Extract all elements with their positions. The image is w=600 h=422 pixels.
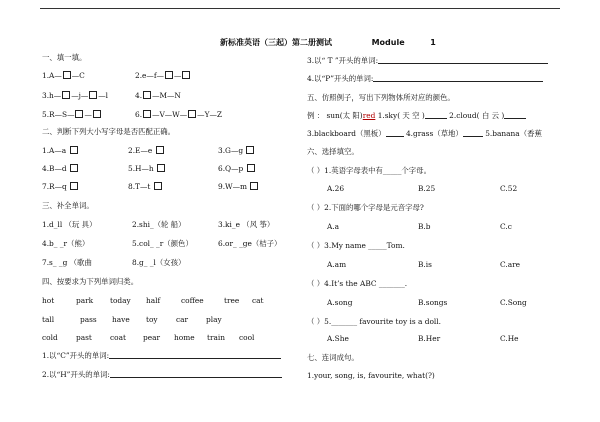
fill-item-6: 6. —V—W— —Y—Z: [135, 110, 222, 119]
answer-line[interactable]: [373, 81, 543, 82]
option[interactable]: A.a: [327, 222, 340, 231]
answer-line[interactable]: [463, 136, 483, 137]
section7-heading: 七、连词成句。: [307, 353, 359, 362]
word: cool: [239, 333, 255, 342]
answer-paren[interactable]: （ ）: [307, 279, 325, 288]
fill-item-5: 5.R—S— —: [42, 110, 102, 120]
word-item-8: 8.g_ _l（女孩）: [132, 258, 186, 267]
choice-question-2: （ ）2.下面的哪个字母是元音字母?: [307, 203, 424, 212]
section1-heading: 一、填一填。: [42, 53, 87, 62]
word: half: [146, 296, 161, 305]
classify-p-question: 4.以“P”开头的单词:: [307, 74, 543, 84]
option[interactable]: C.52: [500, 184, 518, 193]
check-box[interactable]: [70, 182, 78, 190]
word: past: [76, 333, 92, 342]
classify-t-question: 3.以“ T ”开头的单词:: [307, 56, 548, 66]
option[interactable]: A.song: [327, 298, 353, 307]
answer-paren[interactable]: （ ）: [307, 317, 325, 326]
option[interactable]: A.She: [327, 334, 349, 343]
answer-line[interactable]: [386, 136, 404, 137]
check-box[interactable]: [154, 182, 162, 190]
judge-item-6: 6.Q—p: [218, 164, 256, 174]
section4-heading: 四、按要求为下列单词归类。: [42, 277, 139, 286]
section3-heading: 三、补全单词。: [42, 201, 94, 210]
answer-line[interactable]: [425, 118, 447, 119]
word-item-1: 1.d_ll （玩 具）: [42, 220, 97, 229]
word: coffee: [181, 296, 204, 305]
word: park: [76, 296, 94, 305]
word: today: [110, 296, 131, 305]
option[interactable]: B.25: [418, 184, 436, 193]
answer-box[interactable]: [188, 110, 196, 118]
word-item-7: 7.s_ _g （歌曲: [42, 258, 92, 267]
example-answer: red: [362, 111, 376, 120]
word: play: [206, 315, 222, 324]
judge-item-2: 2.E—e: [128, 146, 165, 156]
check-box[interactable]: [70, 146, 78, 154]
word: have: [112, 315, 130, 324]
fill-item-3: 3.h— —j— —l: [42, 91, 109, 100]
choice-question-5: （ ）5._______ favourite toy is a doll.: [307, 317, 441, 326]
option[interactable]: B.songs: [418, 298, 448, 307]
answer-box[interactable]: [182, 71, 190, 79]
judge-item-4: 4.B—d: [42, 164, 79, 174]
option[interactable]: B.b: [418, 222, 431, 231]
check-box[interactable]: [250, 182, 258, 190]
section6-heading: 六、选择填空。: [307, 147, 359, 156]
word: coat: [110, 333, 126, 342]
answer-box[interactable]: [62, 91, 70, 99]
word: cold: [42, 333, 58, 342]
option[interactable]: C.are: [500, 260, 521, 269]
word: pear: [143, 333, 161, 342]
word: home: [174, 333, 195, 342]
answer-paren[interactable]: （ ）: [307, 203, 325, 212]
word: train: [207, 333, 226, 342]
check-box[interactable]: [156, 146, 164, 154]
judge-item-9: 9.W—m: [218, 182, 259, 192]
answer-line[interactable]: [378, 63, 548, 64]
answer-paren[interactable]: （ ）: [307, 241, 325, 250]
judge-item-1: 1.A—a: [42, 146, 79, 156]
title-number: 1: [430, 38, 436, 47]
section5-heading: 五、仿照例子，写出下列物体所对应的颜色。: [307, 93, 455, 102]
top-rule: [40, 8, 560, 9]
word-item-5: 5.col_ _r（颜色）: [132, 239, 193, 248]
title-main: 新标准英语（三起）第二册测试: [220, 38, 332, 47]
word: hot: [42, 296, 55, 305]
word: pass: [80, 315, 97, 324]
option[interactable]: C.c: [500, 222, 512, 231]
section2-heading: 二、判断下列大小写字母是否匹配正确。: [42, 127, 176, 136]
word-item-3: 3.ki_e （风 筝）: [218, 220, 275, 229]
fill-item-4: 4. —M—N: [135, 91, 181, 100]
word: tree: [224, 296, 240, 305]
color-example-row: 例 ： sun(太 阳)red 1.sky( 天 空 ) 2.cloud( 白 云 ): [307, 111, 526, 121]
check-box[interactable]: [247, 164, 255, 172]
classify-c-question: 1.以“C”开头的单词:: [42, 351, 281, 361]
judge-item-5: 5.H—h: [128, 164, 166, 174]
answer-line[interactable]: [504, 118, 526, 119]
answer-box[interactable]: [93, 110, 101, 118]
answer-box[interactable]: [89, 91, 97, 99]
fill-item-2: 2.e—f— —: [135, 71, 191, 81]
word: cat: [252, 296, 264, 305]
answer-box[interactable]: [75, 110, 83, 118]
word-item-6: 6.or_ _ge（桔子）: [218, 239, 282, 248]
judge-item-3: 3.G—g: [218, 146, 255, 156]
sentence-question-1: 1.your, song, is, favourite, what(?): [307, 371, 435, 380]
page-title: [220, 38, 436, 48]
choice-question-4: （ ）4.It’s the ABC _______.: [307, 279, 408, 288]
option[interactable]: B.is: [418, 260, 432, 269]
judge-item-7: 7.R—q: [42, 182, 79, 192]
judge-item-8: 8.T—t: [128, 182, 163, 192]
option[interactable]: A.26: [327, 184, 345, 193]
option[interactable]: C.Song: [500, 298, 527, 307]
word: toy: [146, 315, 158, 324]
fill-item-1: 1.A— —C: [42, 71, 85, 80]
choice-question-1: （ ）1.英语字母表中有_____个字母。: [307, 166, 431, 175]
check-box[interactable]: [246, 146, 254, 154]
title-module: Module: [371, 38, 405, 47]
word: tall: [42, 315, 55, 324]
word-item-4: 4.b_ _r（熊）: [42, 239, 90, 248]
answer-line[interactable]: [109, 358, 281, 359]
option[interactable]: C.He: [500, 334, 519, 343]
answer-box[interactable]: [143, 91, 151, 99]
color-items-row: 3.blackboard（黑板） 4.grass（草地） 5.banana（香蕉: [307, 129, 542, 138]
check-box[interactable]: [70, 164, 78, 172]
answer-box[interactable]: [63, 71, 71, 79]
answer-box[interactable]: [165, 71, 173, 79]
option[interactable]: B.Her: [418, 334, 441, 343]
answer-box[interactable]: [143, 110, 151, 118]
word-item-2: 2.shi_（轮 船）: [132, 220, 186, 229]
option[interactable]: A.am: [327, 260, 347, 269]
choice-question-3: （ ）3.My name _____Tom.: [307, 241, 405, 250]
classify-h-question: 2.以“H”开头的单词:: [42, 370, 282, 380]
answer-line[interactable]: [110, 377, 282, 378]
word: car: [176, 315, 189, 324]
check-box[interactable]: [157, 164, 165, 172]
answer-paren[interactable]: （ ）: [307, 166, 325, 175]
